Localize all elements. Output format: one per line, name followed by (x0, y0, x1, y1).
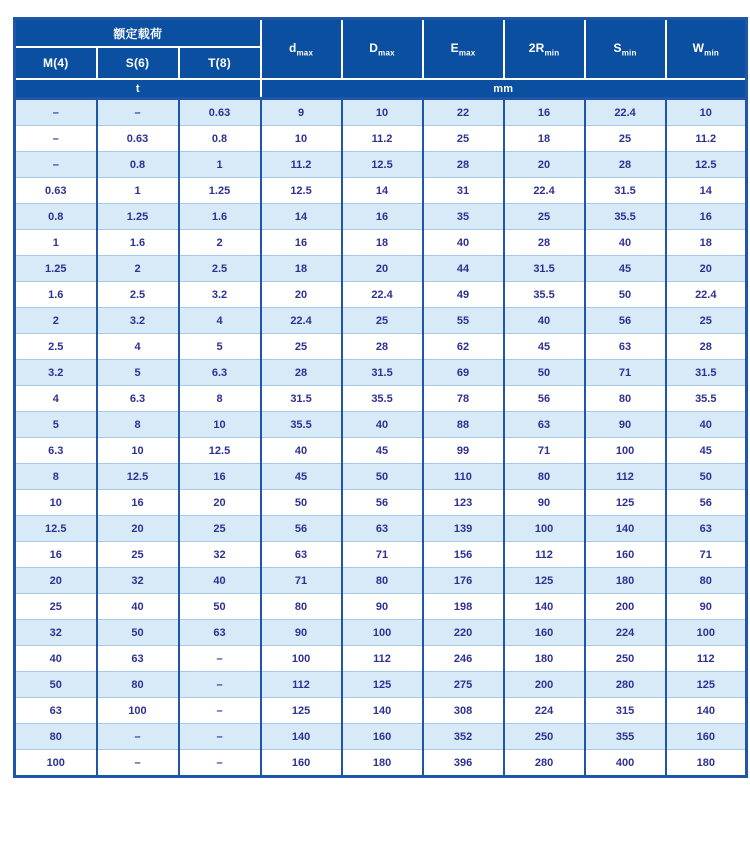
table-cell: 160 (342, 724, 423, 750)
table-cell: 112 (585, 464, 666, 490)
table-cell: 140 (342, 698, 423, 724)
table-cell: 18 (504, 126, 585, 152)
table-cell: 396 (423, 750, 504, 777)
table-cell: 100 (15, 750, 97, 777)
table-cell: 3.2 (97, 308, 179, 334)
table-cell: 28 (666, 334, 747, 360)
column-header-W-min (666, 19, 747, 80)
table-cell: 250 (585, 646, 666, 672)
table-row (15, 412, 747, 438)
table-cell: 0.8 (179, 126, 261, 152)
table-cell: 176 (423, 568, 504, 594)
table-cell: 50 (179, 594, 261, 620)
table-cell: 78 (423, 386, 504, 412)
table-cell: 12.5 (666, 152, 747, 178)
table-row (15, 230, 747, 256)
table-cell: 22 (423, 99, 504, 126)
table-cell: 275 (423, 672, 504, 698)
table-cell: 0.63 (15, 178, 97, 204)
table-cell: 44 (423, 256, 504, 282)
table-cell: 20 (179, 490, 261, 516)
table-cell: 8 (15, 464, 97, 490)
table-cell: 355 (585, 724, 666, 750)
table-cell: 62 (423, 334, 504, 360)
table-cell: 50 (585, 282, 666, 308)
table-cell: 20 (97, 516, 179, 542)
table-cell: 35.5 (342, 386, 423, 412)
table-cell: 25 (15, 594, 97, 620)
table-cell: 1 (97, 178, 179, 204)
table-cell: 31.5 (585, 178, 666, 204)
table-cell: 40 (423, 230, 504, 256)
table-row (15, 516, 747, 542)
table-cell: 28 (423, 152, 504, 178)
table-cell: – (97, 99, 179, 126)
table-cell: 69 (423, 360, 504, 386)
table-cell: 8 (97, 412, 179, 438)
table-cell: 40 (15, 646, 97, 672)
table-cell: 224 (504, 698, 585, 724)
column-header-base: S (613, 40, 622, 55)
table-cell: 3.2 (15, 360, 97, 386)
table-cell: 20 (504, 152, 585, 178)
table-body (15, 99, 747, 777)
table-cell: 12.5 (179, 438, 261, 464)
table-cell: 10 (97, 438, 179, 464)
column-header-2R-min (504, 19, 585, 80)
table-cell: 49 (423, 282, 504, 308)
table-row (15, 464, 747, 490)
table-cell: 35 (423, 204, 504, 230)
column-header-base: E (450, 40, 459, 55)
rated-load-group-header: 额定载荷 (15, 19, 261, 48)
table-cell: 16 (342, 204, 423, 230)
column-header-base: D (369, 40, 379, 55)
table-cell: 16 (261, 230, 342, 256)
table-row (15, 308, 747, 334)
table-cell: 16 (504, 99, 585, 126)
table-cell: 198 (423, 594, 504, 620)
table-cell: 18 (261, 256, 342, 282)
table-cell: 125 (261, 698, 342, 724)
table-cell: 9 (261, 99, 342, 126)
table-cell: 11.2 (666, 126, 747, 152)
table-row (15, 724, 747, 750)
table-cell: – (15, 152, 97, 178)
table-cell: 45 (504, 334, 585, 360)
table-cell: 10 (179, 412, 261, 438)
table-row (15, 750, 747, 777)
table-cell: 25 (179, 516, 261, 542)
column-header-sub: max (458, 48, 476, 58)
table-row (15, 490, 747, 516)
table-cell: 5 (15, 412, 97, 438)
column-header-sub: min (704, 48, 719, 58)
table-cell: 20 (342, 256, 423, 282)
table-cell: 31.5 (342, 360, 423, 386)
table-cell: 10 (261, 126, 342, 152)
table-cell: 160 (504, 620, 585, 646)
table-cell: 315 (585, 698, 666, 724)
table-cell: 20 (15, 568, 97, 594)
table-cell: 2.5 (179, 256, 261, 282)
table-cell: 140 (261, 724, 342, 750)
table-cell: 25 (666, 308, 747, 334)
table-cell: 12.5 (261, 178, 342, 204)
table-cell: 1.25 (15, 256, 97, 282)
table-cell: 0.63 (97, 126, 179, 152)
table-cell: 2 (97, 256, 179, 282)
table-cell: 100 (585, 438, 666, 464)
table-cell: 100 (666, 620, 747, 646)
table-cell: 180 (342, 750, 423, 777)
table-cell: 112 (666, 646, 747, 672)
mm-unit-header: mm (261, 79, 747, 99)
column-header-sub: min (621, 48, 637, 58)
table-cell: 80 (504, 464, 585, 490)
column-header-sub: max (296, 48, 314, 58)
table-cell: 2 (179, 230, 261, 256)
table-cell: 224 (585, 620, 666, 646)
table-cell: – (15, 99, 97, 126)
table-cell: 4 (179, 308, 261, 334)
table-cell: 71 (261, 568, 342, 594)
column-header-base: d (288, 40, 297, 55)
table-row (15, 256, 747, 282)
table-cell: 6.3 (15, 438, 97, 464)
table-cell: 0.8 (15, 204, 97, 230)
table-cell: 140 (585, 516, 666, 542)
table-cell: 90 (261, 620, 342, 646)
column-header-s6: S(6) (97, 47, 179, 79)
table-cell: 35.5 (261, 412, 342, 438)
table-cell: 2.5 (97, 282, 179, 308)
table-cell: – (15, 126, 97, 152)
table-cell: 22.4 (342, 282, 423, 308)
table-cell: 31.5 (504, 256, 585, 282)
table-cell: 125 (342, 672, 423, 698)
table-cell: 25 (504, 204, 585, 230)
table-cell: 32 (97, 568, 179, 594)
table-cell: 11.2 (261, 152, 342, 178)
table-cell: 55 (423, 308, 504, 334)
table-cell: 1 (179, 152, 261, 178)
table-cell: 63 (585, 334, 666, 360)
table-cell: 80 (97, 672, 179, 698)
table-cell: 31 (423, 178, 504, 204)
table-cell: 12.5 (97, 464, 179, 490)
column-header-m4: M(4) (15, 47, 97, 79)
table-cell: 200 (585, 594, 666, 620)
table-cell: 1.25 (179, 178, 261, 204)
column-header-S-min (585, 19, 666, 80)
column-header-D-max (342, 19, 423, 80)
table-cell: 56 (585, 308, 666, 334)
table-cell: 22.4 (261, 308, 342, 334)
table-cell: 63 (261, 542, 342, 568)
table-cell: 22.4 (585, 99, 666, 126)
table-cell: 45 (666, 438, 747, 464)
table-cell: 16 (97, 490, 179, 516)
table-row (15, 386, 747, 412)
table-cell: 200 (504, 672, 585, 698)
table-cell: 40 (585, 230, 666, 256)
table-cell: 88 (423, 412, 504, 438)
table-cell: 20 (666, 256, 747, 282)
table-cell: 56 (666, 490, 747, 516)
table-cell: 125 (666, 672, 747, 698)
table-row (15, 438, 747, 464)
table-cell: 99 (423, 438, 504, 464)
table-cell: 63 (179, 620, 261, 646)
table-cell: 45 (261, 464, 342, 490)
table-cell: 63 (342, 516, 423, 542)
table-cell: 12.5 (15, 516, 97, 542)
table-cell: 112 (504, 542, 585, 568)
table-cell: 56 (342, 490, 423, 516)
table-cell: 40 (504, 308, 585, 334)
table-cell: 90 (342, 594, 423, 620)
table-cell: 125 (504, 568, 585, 594)
table-cell: 180 (666, 750, 747, 777)
table-cell: – (179, 672, 261, 698)
table-cell: 10 (15, 490, 97, 516)
table-row (15, 672, 747, 698)
table-cell: 80 (342, 568, 423, 594)
table-cell: 10 (342, 99, 423, 126)
table-cell: 40 (261, 438, 342, 464)
table-cell: 50 (342, 464, 423, 490)
table-cell: 1.25 (97, 204, 179, 230)
table-cell: 2.5 (15, 334, 97, 360)
table-cell: 50 (15, 672, 97, 698)
table-cell: 35.5 (666, 386, 747, 412)
table-cell: 16 (179, 464, 261, 490)
table-cell: 40 (97, 594, 179, 620)
table-cell: 180 (504, 646, 585, 672)
column-header-E-max (423, 19, 504, 80)
table-cell: 45 (342, 438, 423, 464)
t-unit-header: t (15, 79, 261, 99)
table-cell: – (179, 724, 261, 750)
table-cell: – (179, 698, 261, 724)
table-cell: 280 (585, 672, 666, 698)
table-cell: 56 (261, 516, 342, 542)
table-cell: 35.5 (585, 204, 666, 230)
table-cell: 6.3 (97, 386, 179, 412)
table-row (15, 204, 747, 230)
table-cell: 400 (585, 750, 666, 777)
table-cell: 140 (504, 594, 585, 620)
table-cell: 40 (179, 568, 261, 594)
table-cell: 160 (261, 750, 342, 777)
table-row (15, 568, 747, 594)
table-cell: 56 (504, 386, 585, 412)
table-cell: 71 (585, 360, 666, 386)
table-row (15, 282, 747, 308)
column-header-d-max (261, 19, 342, 80)
table-cell: 11.2 (342, 126, 423, 152)
table-cell: 80 (666, 568, 747, 594)
table-cell: 5 (179, 334, 261, 360)
table-cell: 90 (666, 594, 747, 620)
table-row (15, 542, 747, 568)
table-cell: 25 (261, 334, 342, 360)
table-cell: 80 (15, 724, 97, 750)
table-cell: 139 (423, 516, 504, 542)
table-cell: 90 (504, 490, 585, 516)
table-cell: 160 (666, 724, 747, 750)
table-cell: 50 (666, 464, 747, 490)
table-cell: 14 (666, 178, 747, 204)
table-row (15, 152, 747, 178)
table-cell: 112 (261, 672, 342, 698)
table-cell: 28 (504, 230, 585, 256)
table-row (15, 594, 747, 620)
table-cell: 2 (15, 308, 97, 334)
table-cell: 112 (342, 646, 423, 672)
table-cell: 160 (585, 542, 666, 568)
table-row (15, 99, 747, 126)
table-row (15, 620, 747, 646)
table-row (15, 126, 747, 152)
table-cell: 12.5 (342, 152, 423, 178)
table-row (15, 646, 747, 672)
table-cell: 14 (342, 178, 423, 204)
table-cell: 125 (585, 490, 666, 516)
table-cell: 8 (179, 386, 261, 412)
table-cell: 25 (585, 126, 666, 152)
table-row (15, 360, 747, 386)
table-cell: 246 (423, 646, 504, 672)
table-cell: 16 (15, 542, 97, 568)
table-cell: 40 (666, 412, 747, 438)
table-cell: 45 (585, 256, 666, 282)
table-cell: 4 (15, 386, 97, 412)
column-header-base: 2R (528, 40, 545, 55)
table-cell: 280 (504, 750, 585, 777)
table-cell: 71 (342, 542, 423, 568)
table-cell: 25 (97, 542, 179, 568)
table-cell: 3.2 (179, 282, 261, 308)
table-cell: 220 (423, 620, 504, 646)
table-cell: 22.4 (504, 178, 585, 204)
table-cell: 352 (423, 724, 504, 750)
table-cell: 63 (504, 412, 585, 438)
table-cell: 90 (585, 412, 666, 438)
table-row (15, 334, 747, 360)
table-cell: – (179, 750, 261, 777)
column-header-sub: max (378, 48, 395, 58)
table-cell: 35.5 (504, 282, 585, 308)
table-cell: 140 (666, 698, 747, 724)
table-cell: 1 (15, 230, 97, 256)
table-cell: 63 (97, 646, 179, 672)
table-cell: 18 (666, 230, 747, 256)
table-cell: 80 (585, 386, 666, 412)
column-header-t8: T(8) (179, 47, 261, 79)
table-cell: 100 (97, 698, 179, 724)
table-cell: – (179, 646, 261, 672)
table-cell: 31.5 (261, 386, 342, 412)
table-cell: 0.63 (179, 99, 261, 126)
table-cell: 71 (666, 542, 747, 568)
table-cell: 22.4 (666, 282, 747, 308)
table-cell: 50 (261, 490, 342, 516)
table-cell: 50 (504, 360, 585, 386)
table-cell: 10 (666, 99, 747, 126)
table-cell: 16 (666, 204, 747, 230)
table-header (15, 19, 747, 99)
table-cell: 20 (261, 282, 342, 308)
table-cell: 31.5 (666, 360, 747, 386)
table-cell: 1.6 (97, 230, 179, 256)
table-cell: – (97, 724, 179, 750)
table-cell: 50 (97, 620, 179, 646)
table-cell: – (97, 750, 179, 777)
table-cell: 28 (585, 152, 666, 178)
table-cell: 100 (342, 620, 423, 646)
table-row (15, 178, 747, 204)
header-row-group (15, 19, 747, 48)
table-cell: 40 (342, 412, 423, 438)
table-cell: 0.8 (97, 152, 179, 178)
load-rating-spec-table (13, 17, 748, 778)
table-cell: 14 (261, 204, 342, 230)
table-cell: 250 (504, 724, 585, 750)
column-header-sub: min (544, 48, 560, 58)
table-cell: 28 (261, 360, 342, 386)
table-cell: 71 (504, 438, 585, 464)
table-cell: 25 (423, 126, 504, 152)
header-row-units (15, 79, 747, 99)
table-cell: 308 (423, 698, 504, 724)
column-header-base: W (692, 40, 705, 55)
table-cell: 28 (342, 334, 423, 360)
table-cell: 32 (15, 620, 97, 646)
table-cell: 156 (423, 542, 504, 568)
table-cell: 100 (261, 646, 342, 672)
table-cell: 32 (179, 542, 261, 568)
table-cell: 80 (261, 594, 342, 620)
table-cell: 180 (585, 568, 666, 594)
table-cell: 25 (342, 308, 423, 334)
table-cell: 4 (97, 334, 179, 360)
table-cell: 5 (97, 360, 179, 386)
table-cell: 18 (342, 230, 423, 256)
table-cell: 63 (666, 516, 747, 542)
table-cell: 1.6 (179, 204, 261, 230)
table-cell: 1.6 (15, 282, 97, 308)
table-cell: 123 (423, 490, 504, 516)
table-cell: 100 (504, 516, 585, 542)
table-cell: 6.3 (179, 360, 261, 386)
table-cell: 110 (423, 464, 504, 490)
table-row (15, 698, 747, 724)
table-cell: 63 (15, 698, 97, 724)
